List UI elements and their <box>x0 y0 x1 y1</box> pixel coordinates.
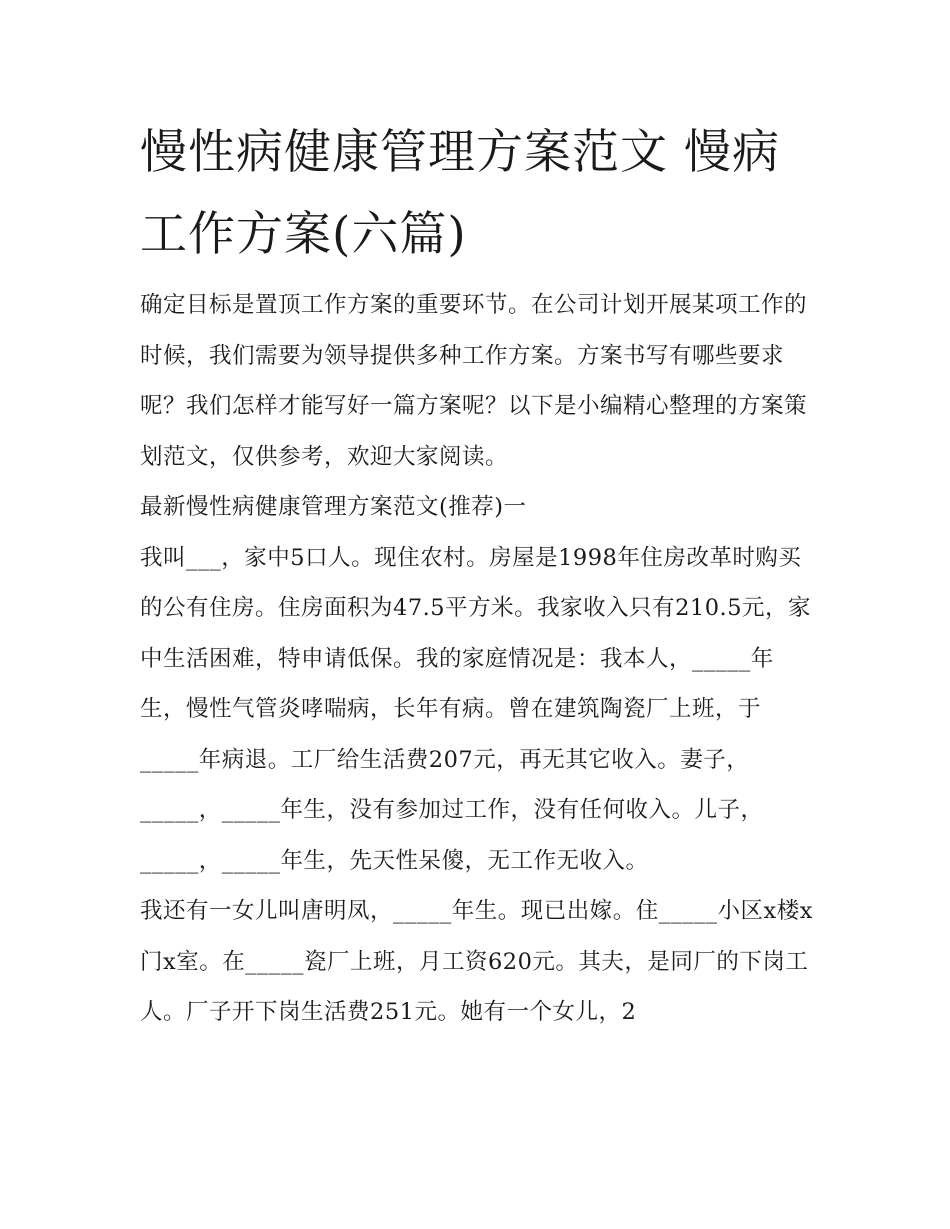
section-heading: 最新慢性病健康管理方案范文(推荐)一 <box>140 494 527 520</box>
body-paragraph-2: 我还有一女儿叫唐明凤，_____年生。现已出嫁。住_____小区x楼x门x室。在_____瓷厂上班，月工资620元。其夫，是同厂的下岗工人。厂子开下岗生活费251元。她有一个女儿，2 <box>140 898 813 1025</box>
body-paragraph-1: 我叫___，家中5口人。现住农村。房屋是1998年住房改革时购买的公有住房。住房面积为47.5平方米。我家收入只有210.5元，家中生活困难，特申请低保。我的家庭情况是：我本人，_____年生，慢性气管炎哮喘病，长年有病。曾在建筑陶瓷厂上班，于_____年病退。工厂给生活费207元，再无其它收入。妻子，_____，_____年生，没有参加过工作，没有任何收入。儿子，_____，_____年生，先天性呆傻，无工作无收入。 <box>140 544 812 874</box>
document-page <box>140 112 815 1038</box>
intro-paragraph: 确定目标是置顶工作方案的重要环节。在公司计划开展某项工作的时候，我们需要为领导提供多种工作方案。方案书写有哪些要求呢？我们怎样才能写好一篇方案呢？以下是小编精心整理的方案策划范文，仅供参考，欢迎大家阅读。 <box>140 292 808 470</box>
document-title: 慢性病健康管理方案范文 慢病工作方案(六篇) <box>140 125 780 262</box>
